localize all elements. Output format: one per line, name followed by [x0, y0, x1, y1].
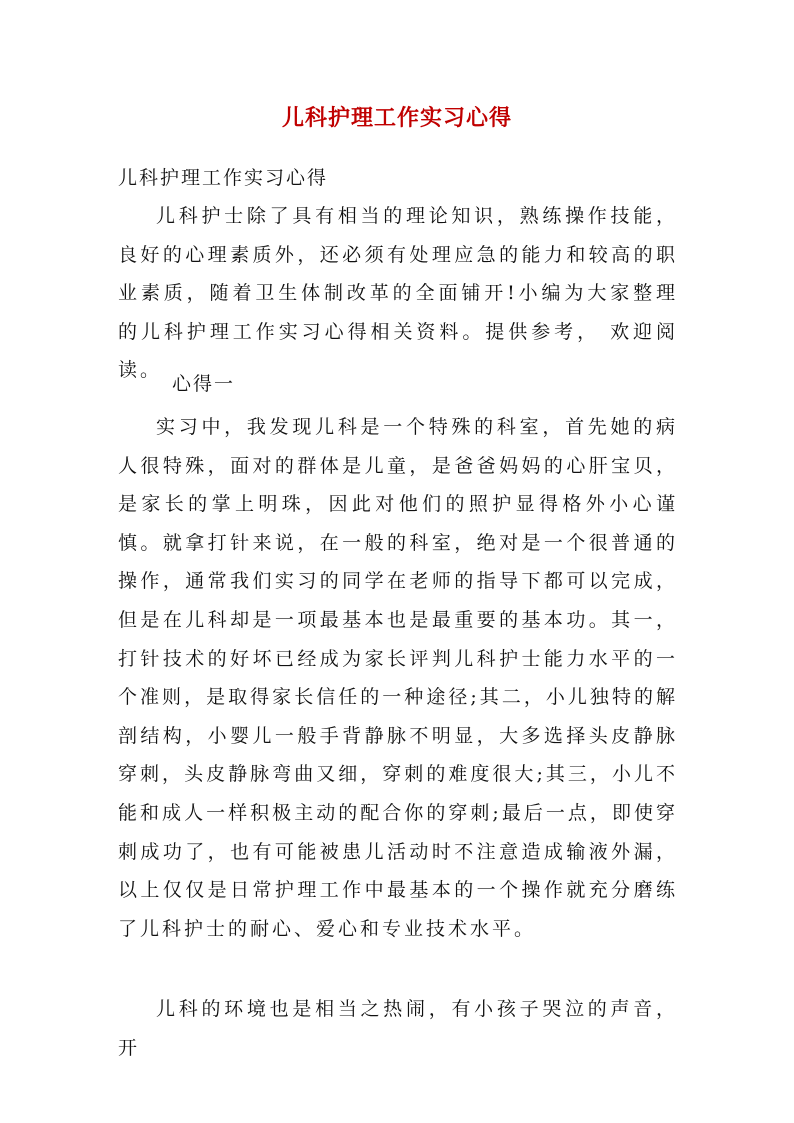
intro-paragraph: 儿科护士除了具有相当的理论知识，熟练操作技能，良好的心理素质外，还必须有处理应急的能力和较高的职业素质，随着卫生体制改革的全面铺开!小编为大家整理的儿科护理工作实习心得相关资料。提供参考， 欢迎阅读。 [118, 205, 678, 382]
body-paragraph: 儿科的环境也是相当之热闹，有小孩子哭泣的声音，开 [118, 998, 678, 1059]
section-heading: 心得一 [172, 373, 236, 395]
document-title: 儿科护理工作实习心得 [281, 105, 512, 131]
document-subtitle: 儿科护理工作实习心得 [118, 167, 329, 189]
body-paragraph: 实习中，我发现儿科是一个特殊的科室，首先她的病人很特殊，面对的群体是儿童，是爸爸妈妈的心肝宝贝，是家长的掌上明珠，因此对他们的照护显得格外小心谨慎。就拿打针来说，在一般的科室，绝对是一个很普通的操作，通常我们实习的同学在老师的指导下都可以完成，但是在儿科却是一项最基本也是最重要的基本功。其一，打针技术的好坏已经成为家长评判儿科护士能力水平的一个准则，是取得家长信任的一种途径;其二，小儿独特的解剖结构，小婴儿一般手背静脉不明显，大多选择头皮静脉穿刺，头皮静脉弯曲又细，穿刺的难度很大;其三，小儿不能和成人一样积极主动的配合你的穿刺;最后一点，即使穿刺成功了，也有可能被患儿活动时不注意造成输液外漏，以上仅仅是日常护理工作中最基本的一个操作就充分磨练了儿科护士的耐心、爱心和专业技术水平。 [118, 416, 678, 940]
